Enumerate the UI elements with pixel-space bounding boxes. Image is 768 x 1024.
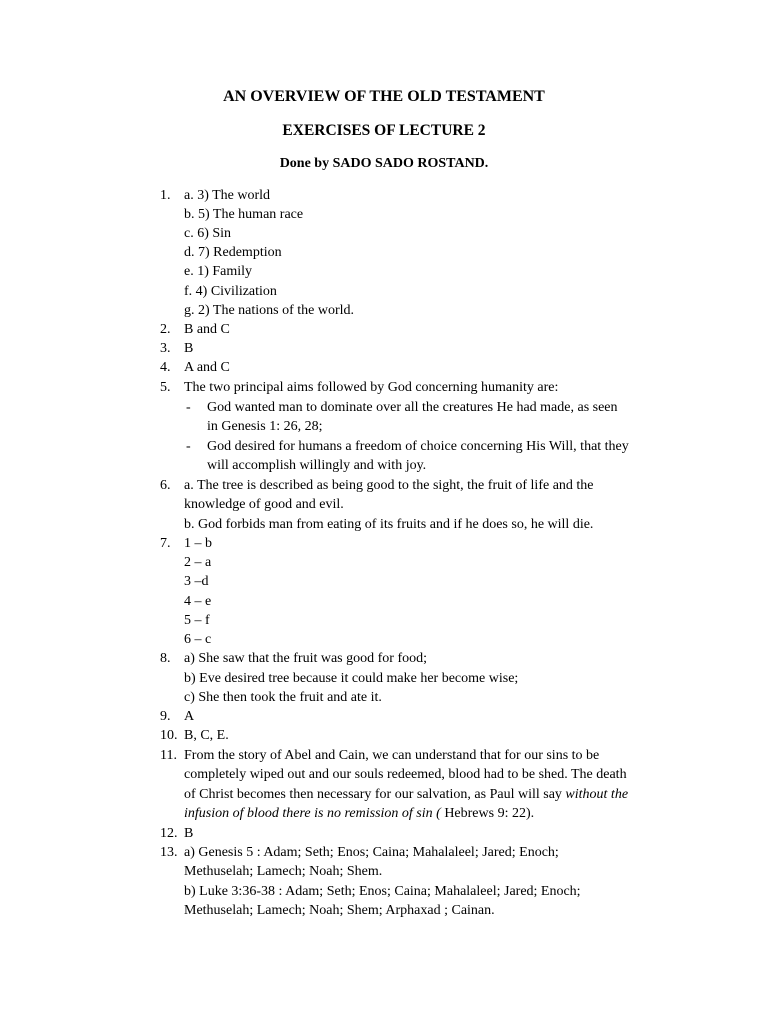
answer-8c: c) She then took the fruit and ate it. [184, 690, 382, 705]
answer-6a-line-2: knowledge of good and evil. [184, 497, 344, 512]
answer-7-pair: 2 – a [184, 555, 212, 570]
answer-7-pair: 6 – c [184, 632, 212, 647]
bullet-dash-1: - [186, 400, 191, 415]
document-title: AN OVERVIEW OF THE OLD TESTAMENT [223, 88, 545, 105]
item-number-5: 5. [160, 380, 171, 395]
answer-11-line-3-text: of Christ becomes then necessary for our salvation, as Paul will say [184, 787, 566, 802]
answer-11-quote-start: without the [565, 787, 629, 802]
answer-4: A and C [184, 360, 230, 375]
answer-11-line-3 [184, 785, 628, 804]
answer-11-line-2: completely wiped out and our souls redeemed, blood had to be shed. The death [184, 767, 627, 782]
item-number-10: 10. [160, 728, 178, 743]
item-number-7: 7. [160, 536, 171, 551]
item-number-12: 12. [160, 826, 178, 841]
answer-1e: e. 1) Family [184, 264, 253, 279]
answer-2: B and C [184, 322, 230, 337]
bullet-dash-2: - [186, 439, 191, 454]
answer-7-pair: 5 – f [184, 613, 210, 628]
item-number-2: 2. [160, 322, 171, 337]
answer-13a-line-1: a) Genesis 5 : Adam; Seth; Enos; Caina; Mahalaleel; Jared; Enoch; [184, 845, 559, 860]
answer-8a: a) She saw that the fruit was good for food; [184, 651, 427, 666]
item-number-4: 4. [160, 360, 171, 375]
answer-13b-line-2: Methuselah; Lamech; Noah; Shem; Arphaxad ; Cainan. [184, 903, 495, 918]
answer-13b-line-1: b) Luke 3:36-38 : Adam; Seth; Enos; Caina; Mahalaleel; Jared; Enoch; [184, 884, 581, 899]
item-number-9: 9. [160, 709, 171, 724]
item-number-3: 3. [160, 341, 171, 356]
answer-10: B, C, E. [184, 728, 229, 743]
answer-11-reference: Hebrews 9: 22). [440, 806, 535, 821]
answer-5-bullet-2-line-2: will accomplish willingly and with joy. [207, 458, 427, 473]
answer-1d: d. 7) Redemption [184, 245, 282, 260]
answer-13a-line-2: Methuselah; Lamech; Noah; Shem. [184, 864, 383, 879]
answer-1b: b. 5) The human race [184, 207, 304, 222]
answer-7-pair: 3 –d [184, 574, 209, 589]
answer-1c: c. 6) Sin [184, 226, 232, 241]
answer-1f: f. 4) Civilization [184, 284, 277, 299]
item-number-6: 6. [160, 478, 171, 493]
answer-11-quote-end: infusion of blood there is no remission of sin ( [184, 806, 441, 821]
answer-11-line-4 [184, 804, 534, 823]
answer-12: B [184, 826, 194, 841]
answer-5-bullet-1-line-2: in Genesis 1: 26, 28; [207, 419, 323, 434]
answer-1a: a. 3) The world [184, 188, 271, 203]
answer-5-bullet-1-line-1: God wanted man to dominate over all the creatures He had made, as seen [207, 400, 618, 415]
answer-5-intro: The two principal aims followed by God concerning humanity are: [184, 380, 559, 395]
answer-7-pair: 1 – b [184, 536, 212, 551]
item-number-1: 1. [160, 188, 171, 203]
answer-6a-line-1: a. The tree is described as being good to the sight, the fruit of life and the [184, 478, 594, 493]
item-number-13: 13. [160, 845, 178, 860]
author-line: Done by SADO SADO ROSTAND. [279, 156, 489, 171]
item-number-11: 11. [160, 748, 177, 763]
answer-1g: g. 2) The nations of the world. [184, 303, 355, 318]
item-number-8: 8. [160, 651, 171, 666]
answer-9: A [184, 709, 195, 724]
answer-6b: b. God forbids man from eating of its fruits and if he does so, he will die. [184, 517, 594, 532]
answer-11-line-1: From the story of Abel and Cain, we can understand that for our sins to be [184, 748, 600, 763]
answer-5-bullet-2-line-1: God desired for humans a freedom of choice concerning His Will, that they [207, 439, 629, 454]
document-subtitle: EXERCISES OF LECTURE 2 [282, 122, 486, 139]
answer-7-pair: 4 – e [184, 594, 212, 609]
answer-8b: b) Eve desired tree because it could make her become wise; [184, 671, 519, 686]
answer-3: B [184, 341, 194, 356]
